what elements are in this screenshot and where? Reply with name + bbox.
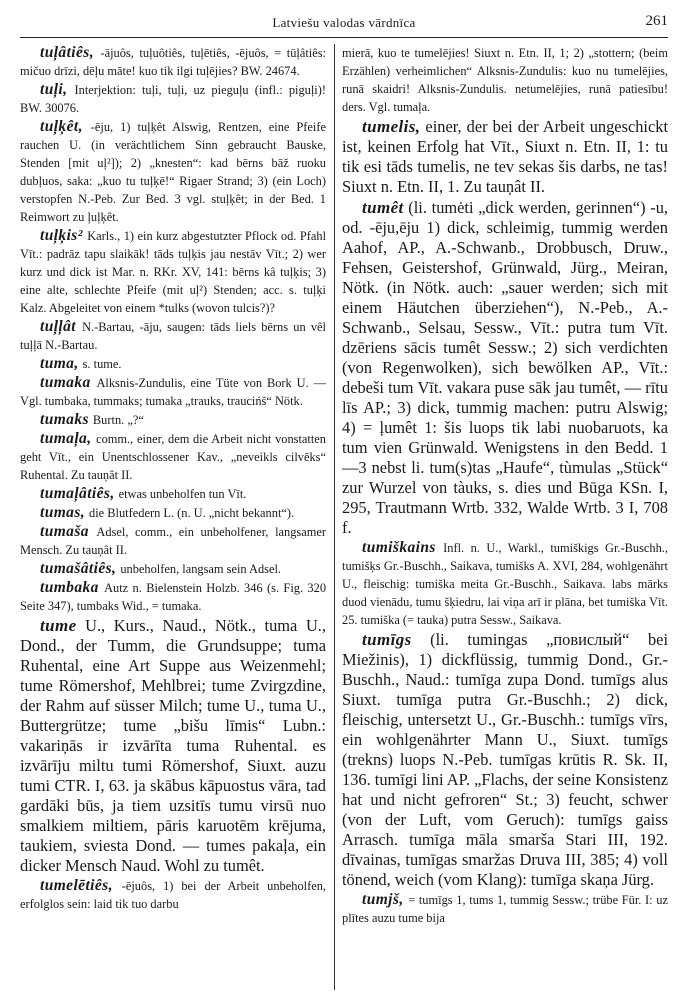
page-number: 261 xyxy=(645,13,668,29)
page-header xyxy=(20,6,668,36)
entry-text: Alksnis-Zundulis, eine Tüte von Bork U. — Vgl. tumbaka, tummaks; tumaka „trauks, traucińš“ Nötk. xyxy=(20,376,326,408)
page-title: Latviešu valodas vārdnīca xyxy=(272,15,416,30)
entry-text: unbeholfen, langsam sein Adsel. xyxy=(120,562,282,576)
entry-headword: tuļķêt, xyxy=(40,118,83,135)
entry-headword: tumelis, xyxy=(362,117,421,136)
entry-text: Infl. n. U., Warkl., tumiškigs Gr.-Buschh., tumišķs Gr.-Buschh., Saikava, tumišks A. XVI, 284, wohlgenährt U., fleischig: tumiška meita Gr.-Buschh., Saikava. labs mārks duod vienādu, tumu šķiedru, lai viņa arī ir plāna, bet tumiška Vīt. 25. tumiška (= tauka) putra Sessw., Saikava. xyxy=(342,541,668,627)
entry-text: einer, der bei der Arbeit ungeschickt ist, keinen Erfolg hat Vīt., Siuxt n. Etn. II, 1: tu tik esi tāds tumelis, ne tev sekas šis darbs, ne tas! Siuxt n. Etn. II, 1. Zu tauņât II. xyxy=(342,117,668,196)
entry-text: comm., einer, dem die Arbeit nicht vonstatten geht Vīt., ein Unentschlossener Kav., „neveikls cilvēks“ Ruhental. Zu tauņât II. xyxy=(20,432,326,482)
entry-text: Autz n. Bielenstein Holzb. 346 (s. Fig. 320 Seite 347), tumbaks Wid., = tumaka. xyxy=(20,581,326,613)
dictionary-entry xyxy=(20,118,326,226)
entry-headword: tumjš, xyxy=(362,891,404,908)
entry-text: -ājuôs, tuļuôtiês, tuļētiês, -ējuôs, = tūļâtiês: mičuo drīzi, dēļu māte! kuo tik ilgi tuļējies? BW. 24674. xyxy=(20,46,326,78)
entry-text: (li. tumėti „dick werden, gerinnen“) -u, od. -ēju,ēju 1) dick, schleimig, tummig werden Aahof, AP., A.-Schwanb., Drobbusch, Druw., Fehsen, Geistershof, Grünwald, Jürg., Meiran, Nötk. (in Nötk. auch: „sauer werden; sich mit einem Häutchen überziehen“), N.-Peb., A.-Schwanb., Selsau, Sessw., Vīt.: putra tum Vīt. dzēriens sācis tumêt Sessw.; 2) sich verdichten (von Regenwolken), sich bewölken AP., Vīt.: debeši tum Vīt. vakara puse sāk jau tumêt, — rītu līs AP.; 3) dick, tummig machen: putru Alswig; 4) = ļumêt 1: šis luops tik labi nuobaruots, ka tum vien Grünwald. Wenigstens in den Bedd. 1—3 nebst li. tum(s)tas „Haufe“, tùmulas „Stück“ zur Wurzel von tàuks, s. dies und Būga KSn. I, 295, Trautmann Wrtb. 332, Walde Wrtb. 3 I, 708 f. xyxy=(342,198,668,537)
entry-headword: tuļķis² xyxy=(40,227,83,244)
entry-headword: tumiškains xyxy=(362,539,436,556)
dictionary-entry xyxy=(20,318,326,354)
entry-headword: tumaks xyxy=(40,411,89,428)
column-divider xyxy=(334,44,335,990)
entry-headword: tumaša xyxy=(40,523,89,540)
entry-text: (li. tumingas „повислый“ bei Miežinis), 1) dickflüssig, tummig Dond., Gr.-Buschh., Naud.: tumīga zupa Dond. tumīgs alus Siuxt. tumīga putra Gr.-Buschh.; 2) dick, fleischig, untersetzt U., Gr.-Buschh.: tumīgs vīrs, ein wohlgenährter Mann U., Siuxt. tumīgs (trekns) luops N.-Peb. tumīgas krūtis R. Sk. II, 136. tumīgi lini AP. „Flachs, der seine Konsistenz hat und nicht gefroren“ St.; 3) feucht, schwer (von der Luft, vom Geruch): tumīgs gaiss Arrasch. tumīga māla smarša Stari III, 192. dīvainas, tumīgas smaržas Druva III, 385; 4) voll tönend, weich (vom Klang): tumīga skaņa Jürg. xyxy=(342,630,668,889)
dictionary-entry xyxy=(20,374,326,410)
dictionary-entry xyxy=(342,891,668,927)
entry-text: = tumīgs 1, tums 1, tummig Sessw.; trübe Für. I: uz plītes auzu tume bija xyxy=(342,893,668,925)
dictionary-entry xyxy=(20,579,326,615)
entry-headword: tumaļa, xyxy=(40,430,92,447)
entry-headword: tuļļât xyxy=(40,318,76,335)
dictionary-entry xyxy=(20,227,326,317)
dictionary-entry xyxy=(342,539,668,629)
dictionary-entry xyxy=(20,355,326,373)
entry-headword: tumelētiês, xyxy=(40,877,113,894)
entry-headword: tume xyxy=(40,616,77,635)
entry-text: mierā, kuo te tumelējies! Siuxt n. Etn. II, 1; 2) „stottern; (beim Erzählen) verheimlichen“ Alksnis-Zundulis: kuo nu tumelējies, runā skaidri! Alksnis-Zundulis. netumelējies, runā patiesību! ders. Vgl. tumaļa. xyxy=(342,46,668,114)
dictionary-entry xyxy=(20,877,326,913)
entry-text: -ēju, 1) tuļķêt Alswig, Rentzen, eine Pfeife rauchen U. (in verächtlichem Sinn gebraucht Bauske, Stenden [mit uļ²]); 2) „knesten“: kad bērns bāž ruoku dubļuos, saka: „kuo tu tuļķē!“ Rigaer Strand; 3) (ein Loch) verstopfen N.-Peb. Zur Bed. 3 vgl. stuļķêt; in der Bed. 1 Reimwort zu ļuļķêt. xyxy=(20,120,326,224)
entry-text: etwas unbeholfen tun Vīt. xyxy=(118,487,247,501)
dictionary-entry xyxy=(20,430,326,484)
dictionary-entry xyxy=(20,616,326,876)
dictionary-entry xyxy=(20,81,326,117)
left-column xyxy=(20,44,326,914)
dictionary-entry xyxy=(20,523,326,559)
entry-headword: tumaka xyxy=(40,374,91,391)
entry-headword: tumīgs xyxy=(362,630,412,649)
dictionary-entry xyxy=(20,560,326,578)
entry-headword: tuma, xyxy=(40,355,79,372)
entry-text: Adsel, comm., ein unbeholfener, langsamer Mensch. Zu tauņât II. xyxy=(20,525,326,557)
dictionary-entry xyxy=(342,630,668,890)
entry-headword: tumašâtiês, xyxy=(40,560,117,577)
right-column xyxy=(342,44,668,928)
entry-text: N.-Bartau, -āju, saugen: tāds liels bērns un vêl tuļļā N.-Bartau. xyxy=(20,320,326,352)
entry-text: die Blutfedern L. (n. U. „nicht bekannt“). xyxy=(89,506,295,520)
dictionary-entry xyxy=(342,44,668,116)
dictionary-entry xyxy=(20,44,326,80)
dictionary-entry xyxy=(20,411,326,429)
entry-headword: tumbaka xyxy=(40,579,99,596)
dictionary-entry xyxy=(20,485,326,503)
dictionary-entry xyxy=(20,504,326,522)
entry-text: Interjektion: tuļi, tuļi, uz pieguļu (infl.: piguļi)! BW. 30076. xyxy=(20,83,326,115)
entry-text: -ējuôs, 1) bei der Arbeit unbeholfen, erfolglos sein: laid tik tuo darbu xyxy=(20,879,326,911)
entry-headword: tuļi, xyxy=(40,81,68,98)
entry-text: Karls., 1) ein kurz abgestutzter Pflock od. Pfahl Vīt.: padrāz tapu slaikāk! tāds tuļķis jau nestāv Vīt.; 2) wer kurz und dick ist Mar. n. RKr. XV, 141: bērns kâ tuļķis; 3) eine alte, schlechte Pfeife (mit uļ²) Stenden; acc. s. tuļķi Kalz. Abgeleitet von einem *tulks (wovon tulcis?)? xyxy=(20,229,326,315)
dictionary-entry xyxy=(342,117,668,197)
entry-headword: tumas, xyxy=(40,504,86,521)
dictionary-entry xyxy=(342,198,668,538)
header-rule xyxy=(20,37,668,38)
entry-headword: tumêt xyxy=(362,198,404,217)
entry-headword: tuļâtiês, xyxy=(40,44,94,61)
entry-headword: tumaļâtiês, xyxy=(40,485,115,502)
entry-text: s. tume. xyxy=(82,357,122,371)
entry-text: Burtn. „?“ xyxy=(92,413,144,427)
entry-text: U., Kurs., Naud., Nötk., tuma U., Dond., der Tumm, die Grundsuppe; tuma Ruhental, eine Art Suppe aus Weizenmehl; tume Römershof, Mehlbrei; tume Zvirgzdine, der Rahm auf süsser Milch; tume U., tuma U., Buttergrütze; tume „bišu līmis“ Lubn.: vakariņās ir izvārīta tuma Ruhental. es izvārīju miltu tumi Römershof, Siuxt. auzu tumi CTR. I, 63. ja skābus kāpuostus vāra, tad gardāki būs, ja tiem uzsitīs tumu virsū nuo smalkiem miltiem, pāris karuotēm krējuma, taukiem, sviesta Dond. — tumes pakaļa, ein dicker Mensch Naud. Wohl zu tumêt. xyxy=(20,616,326,875)
